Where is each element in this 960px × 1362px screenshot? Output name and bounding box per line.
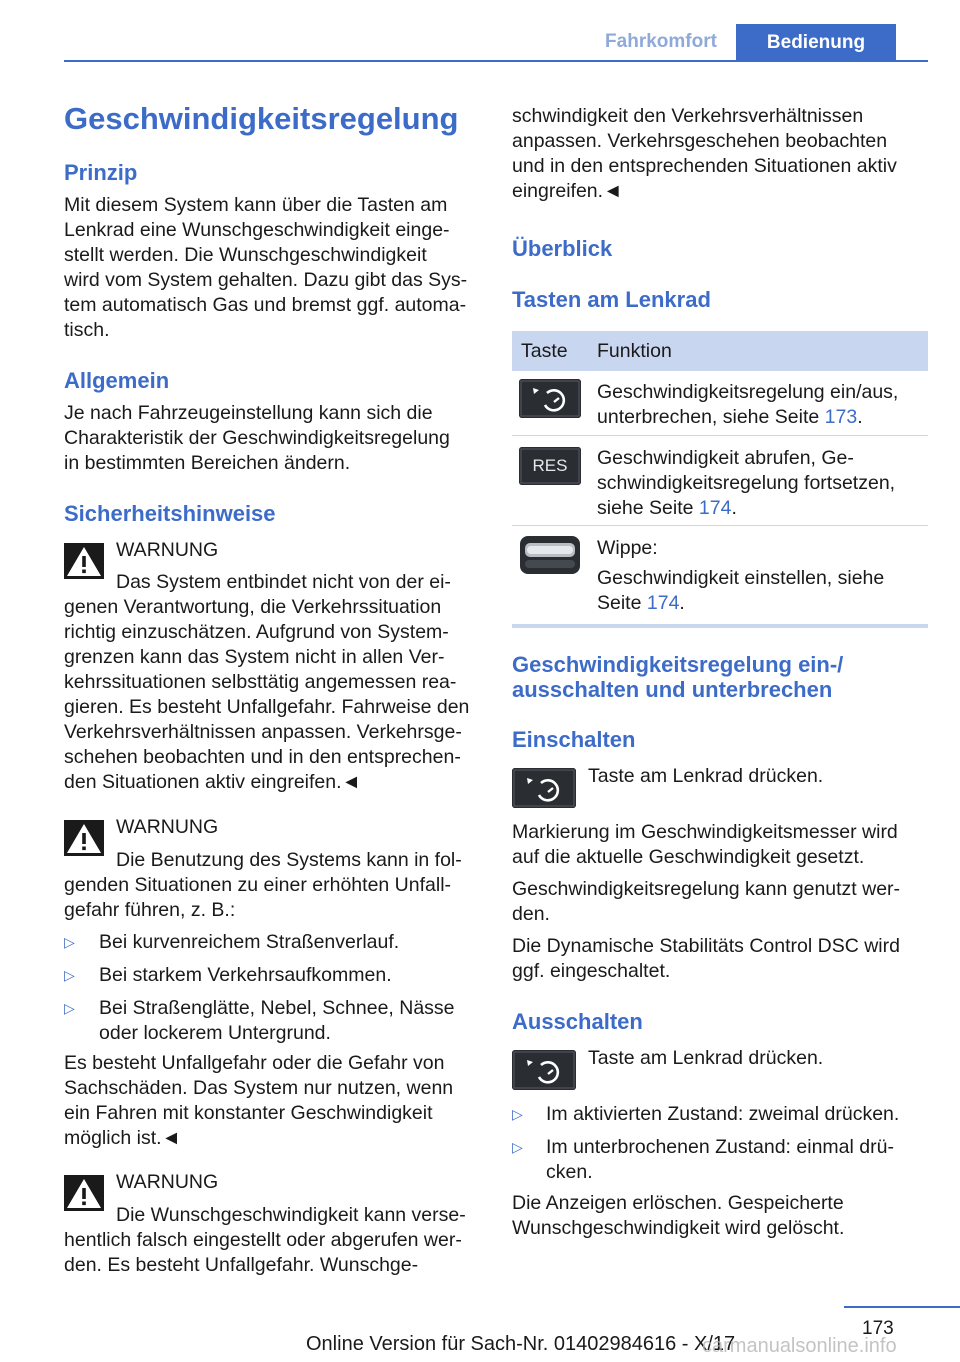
- section-heading-ein-ausschalten: Geschwindigkeitsregelung ein-/ ausschalten und unterbrechen: [512, 652, 844, 702]
- warning-3-text: hentlich falsch eingestellt oder abgerufen wer- den. Es besteht Unfallgefahr. Wunschge-: [64, 1229, 462, 1276]
- section-heading-ueberblick: Überblick: [512, 236, 613, 261]
- list-item: ▷ Bei Straßenglätte, Nebel, Schnee, Nässe oder lockerem Untergrund.: [64, 997, 455, 1044]
- table-divider: [512, 435, 928, 436]
- list-item: ▷ Im aktivierten Zustand: zweimal drücken.: [512, 1103, 900, 1125]
- warning-triangle-icon: [64, 543, 104, 579]
- warning-2-after-text: Es besteht Unfallgefahr oder die Gefahr von Sachschäden. Das System nur nutzen, wenn ein Fahren mit konstanter Geschwindigkeit möglich ist.◄: [64, 1052, 454, 1149]
- page-link[interactable]: 173: [824, 406, 858, 428]
- list-item: ▷ Bei kurvenreichem Straßenverlauf.: [64, 931, 400, 953]
- table-header-funktion: Funktion: [597, 340, 672, 362]
- page-link[interactable]: 174: [646, 592, 680, 614]
- subsection-heading-einschalten: Einschalten: [512, 727, 636, 752]
- watermark: carmanualsonline.info: [702, 1335, 897, 1357]
- table-header: [512, 331, 928, 371]
- tab-bedienung[interactable]: Bedienung: [736, 24, 896, 62]
- bullet-triangle-icon: ▷: [512, 1106, 523, 1122]
- list-item: ▷ Im unterbrochenen Zustand: einmal drü- cken.: [512, 1136, 894, 1183]
- warning-3-title: WARNUNG: [116, 1171, 219, 1193]
- cruise-control-button-icon: [512, 1050, 576, 1090]
- warning-1-first-line: Das System entbindet nicht von der ei-: [116, 571, 451, 593]
- allgemein-text: Je nach Fahrzeugeinstellung kann sich die Charakteristik der Geschwindigkeitsregelung in bestimmten Bereichen ändern.: [64, 402, 450, 474]
- warning-2-title: WARNUNG: [116, 816, 219, 838]
- rocker-switch-icon: [519, 535, 581, 575]
- continued-text: schwindigkeit den Verkehrsverhältnissen anpassen. Verkehrsgeschehen beobachten und in den entsprechenden Situationen aktiv eingreifen.◄: [512, 105, 897, 202]
- page-title: Geschwindigkeitsregelung: [64, 101, 459, 136]
- warning-1-text: genen Verantwortung, die Verkehrssituation richtig einzuschätzen. Aufgrund von System- grenzen kann das System nicht in allen Ver- kehrssituationen selbsttätig angemessen rea- gieren. Es besteht Unfallgefahr. Fahrweise den Verkehrsverhältnissen anpassen. Verkehrsge- schehen beobachten und in den entsprechen- den Situationen aktiv eingreifen.◄: [64, 596, 470, 793]
- footer-version: Online Version für Sach-Nr. 01402984616 - X/17: [306, 1333, 736, 1355]
- res-button-icon: [519, 447, 581, 485]
- section-heading-sicherheitshinweise: Sicherheitshinweise: [64, 501, 276, 526]
- warning-1-title: WARNUNG: [116, 539, 219, 561]
- subsection-heading-tasten: Tasten am Lenkrad: [512, 287, 711, 312]
- page-number: 173: [862, 1318, 894, 1339]
- prinzip-text: Mit diesem System kann über die Tasten am Lenkrad eine Wunschgeschwindigkeit einge- stellt werden. Die Wunschgeschwindigkeit wird vom System gehalten. Dazu gibt das Sys- tem automatisch Gas und bremst ggf. automa- tisch.: [64, 194, 468, 341]
- header-rule: [64, 60, 928, 62]
- footer-rule: [844, 1306, 960, 1308]
- warning-3-first-line: Die Wunschgeschwindigkeit kann verse-: [116, 1204, 466, 1226]
- section-heading-allgemein: Allgemein: [64, 368, 170, 393]
- table-header-taste: Taste: [521, 340, 568, 362]
- warning-2-text: genden Situationen zu einer erhöhten Unfall- gefahr führen, z. B.:: [64, 874, 452, 921]
- section-heading-prinzip: Prinzip: [64, 160, 138, 185]
- table-end-rule: [512, 624, 928, 628]
- ausschalten-bullet-list: [512, 1102, 928, 1191]
- bullet-triangle-icon: ▷: [64, 934, 75, 950]
- bullet-triangle-icon: ▷: [64, 1000, 75, 1016]
- page-link[interactable]: 174: [698, 497, 732, 519]
- warning-triangle-icon: [64, 1175, 104, 1211]
- res-label: RES: [532, 456, 568, 475]
- ausschalten-text: Die Anzeigen erlöschen. Gespeicherte Wunschgeschwindigkeit wird gelöscht.: [512, 1192, 845, 1239]
- tab-fahrkomfort[interactable]: Fahrkomfort: [586, 24, 736, 60]
- ausschalten-instruction: Taste am Lenkrad drücken.: [588, 1047, 824, 1069]
- subsection-heading-ausschalten: Ausschalten: [512, 1009, 643, 1034]
- table-row: Wippe: Geschwindigkeit einstellen, siehe Seite 174.: [597, 537, 885, 614]
- warning-triangle-icon: [64, 820, 104, 856]
- warning-2-first-line: Die Benutzung des Systems kann in fol-: [116, 849, 462, 871]
- warning-2-bullet-list: [64, 930, 484, 1046]
- bullet-triangle-icon: ▷: [512, 1139, 523, 1155]
- einschalten-instruction: Taste am Lenkrad drücken.: [588, 765, 824, 787]
- table-divider: [512, 525, 928, 526]
- cruise-control-button-icon: [519, 379, 581, 418]
- table-row: Geschwindigkeitsregelung ein/aus, unterbrechen, siehe Seite 173.: [597, 381, 899, 428]
- bullet-triangle-icon: ▷: [64, 967, 75, 983]
- list-item: ▷ Bei starkem Verkehrsaufkommen.: [64, 964, 392, 986]
- cruise-control-button-icon: [512, 768, 576, 808]
- table-row: Geschwindigkeit abrufen, Ge- schwindigkeitsregelung fortsetzen, siehe Seite 174.: [597, 447, 896, 519]
- einschalten-text: Markierung im Geschwindigkeitsmesser wird auf die aktuelle Geschwindigkeit gesetzt. Geschwindigkeitsregelung kann genutzt wer- den. Die Dynamische Stabilitäts Control DSC wird ggf. eingeschaltet.: [512, 821, 901, 982]
